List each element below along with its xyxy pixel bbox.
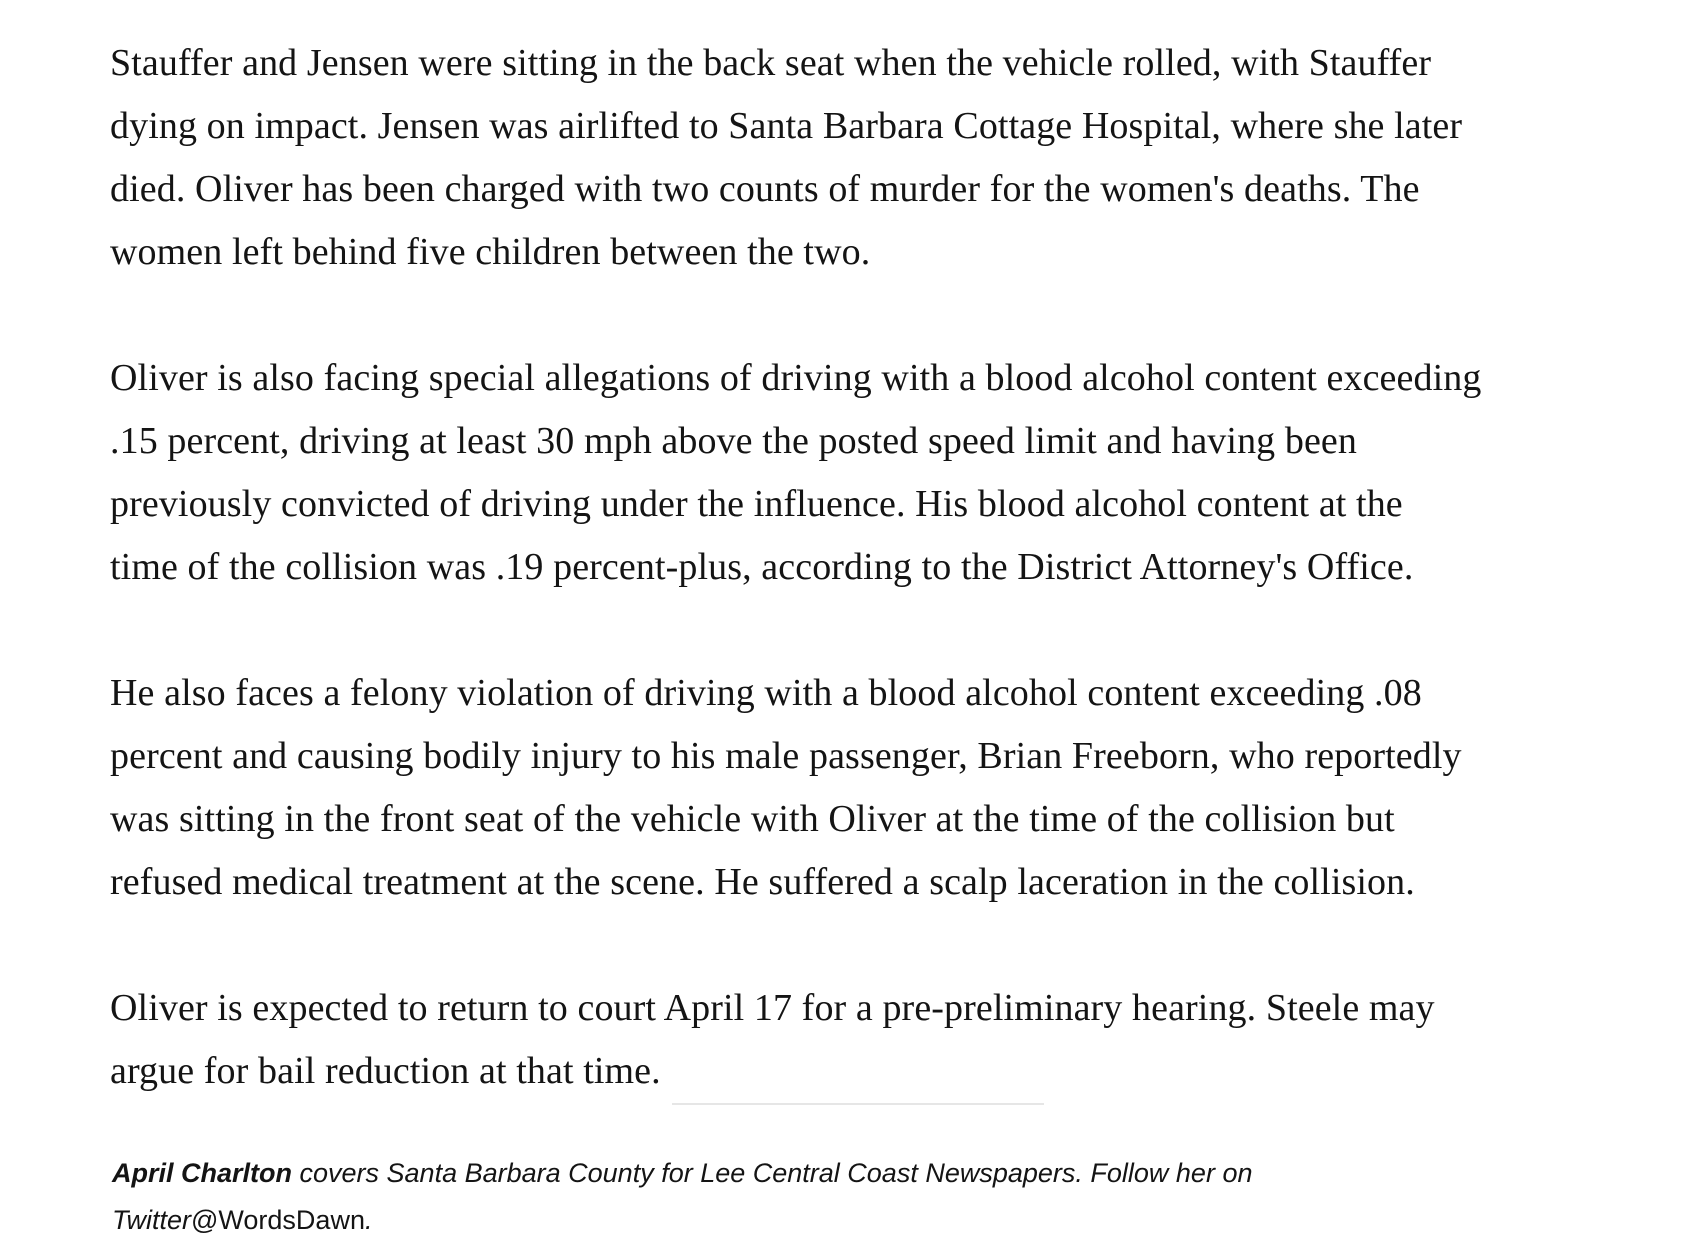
text-line: argue for bail reduction at that time. — [110, 1050, 661, 1092]
text-line: was sitting in the front seat of the vehicle with Oliver at the time of the collision but — [110, 798, 1395, 840]
paragraph-3 — [110, 662, 1610, 914]
text-line: dying on impact. Jensen was airlifted to Santa Barbara Cottage Hospital, where she later — [110, 105, 1463, 147]
article-body — [110, 32, 1610, 1103]
text-line: women left behind five children between the two. — [110, 231, 871, 273]
paragraph-4 — [110, 977, 1610, 1103]
byline-line-1 — [112, 1150, 1612, 1197]
byline-period: . — [364, 1205, 373, 1235]
divider — [672, 1103, 1044, 1105]
text-line: He also faces a felony violation of driving with a blood alcohol content exceeding .08 — [110, 672, 1422, 714]
byline-text: covers Santa Barbara County for Lee Central Coast Newspapers. Follow her on — [292, 1158, 1253, 1188]
twitter-label: Twitter — [112, 1205, 191, 1235]
text-line: died. Oliver has been charged with two counts of murder for the women's deaths. The — [110, 168, 1420, 210]
author-name: April Charlton — [112, 1158, 292, 1188]
text-line: Oliver is also facing special allegations of driving with a blood alcohol content exceeding — [110, 357, 1482, 399]
text-line: Oliver is expected to return to court April 17 for a pre-preliminary hearing. Steele may — [110, 987, 1435, 1029]
twitter-handle-link[interactable]: @WordsDawn — [191, 1205, 365, 1235]
text-line: Stauffer and Jensen were sitting in the back seat when the vehicle rolled, with Stauffer — [110, 42, 1432, 84]
byline-line-2 — [112, 1197, 1612, 1244]
paragraph-1 — [110, 32, 1610, 284]
text-line: .15 percent, driving at least 30 mph above the posted speed limit and having been — [110, 420, 1357, 462]
text-line: percent and causing bodily injury to his male passenger, Brian Freeborn, who reportedly — [110, 735, 1462, 777]
paragraph-2 — [110, 347, 1610, 599]
text-line: time of the collision was .19 percent-plus, according to the District Attorney's Office. — [110, 546, 1414, 588]
text-line: refused medical treatment at the scene. He suffered a scalp laceration in the collision. — [110, 861, 1415, 903]
text-line: previously convicted of driving under the influence. His blood alcohol content at the — [110, 483, 1403, 525]
author-byline — [112, 1150, 1612, 1244]
